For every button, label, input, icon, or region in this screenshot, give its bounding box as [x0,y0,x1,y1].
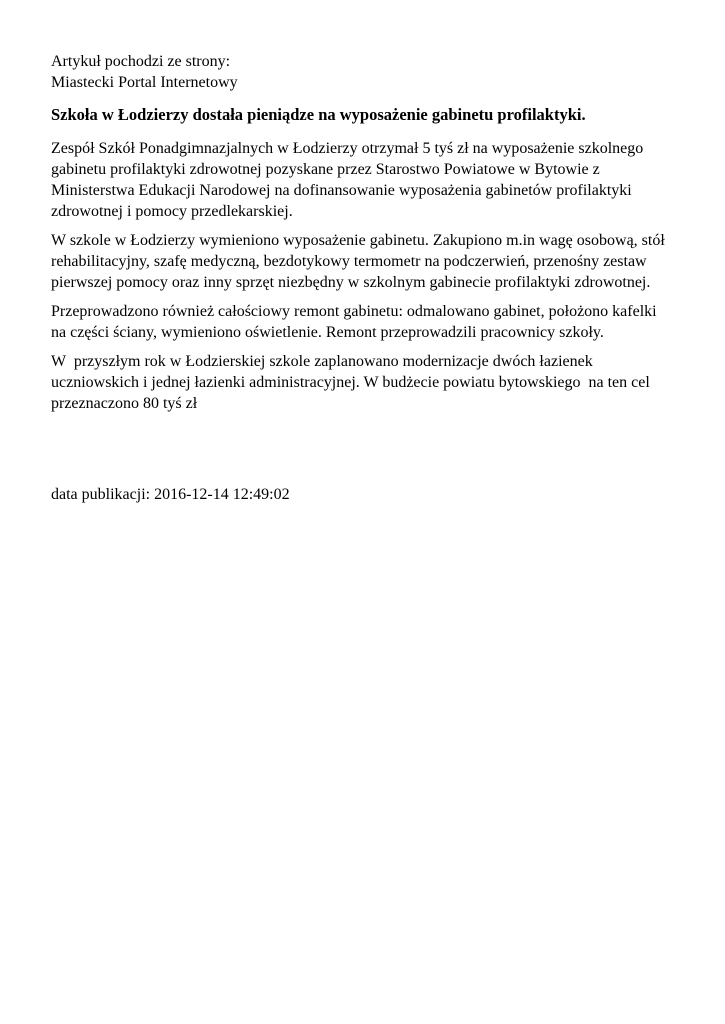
article-source-site-name: Miastecki Portal Internetowy [51,74,238,91]
article-paragraph-2: W szkole w Łodzierzy wymieniono wyposażenie gabinetu. Zakupiono m.in wagę osobową, stół rehabilitacyjny, szafę medyczną, bezdotykowy termometr na podczerwień, przenośny zestaw pierwszej pomocy oraz inny sprzęt niezbędny w szkolnym gabinecie profilaktyki zdrowotnej. [51,232,669,291]
article-paragraph-4: W przyszłym rok w Łodzierskiej szkole zaplanowano modernizacje dwóch łazienek uczniowskich i jednej łazienki administracyjnej. W budżecie powiatu bytowskiego na ten cel przeznaczono 80 tyś zł [51,353,654,412]
article-source-label: Artykuł pochodzi ze strony: [51,53,231,70]
article-paragraph-1: Zespół Szkół Ponadgimnazjalnych w Łodzierzy otrzymał 5 tyś zł na wyposażenie szkolnego gabinetu profilaktyki zdrowotnej pozyskane przez Starostwo Powiatowe w Bytowie z Ministerstwa Edukacji Narodowej na dofinansowanie wyposażenia gabinetów profilaktyki zdrowotnej i pomocy przedlekarskiej. [51,140,648,220]
article-paragraph-3: Przeprowadzono również całościowy remont gabinetu: odmalowano gabinet, położono kafelki na części ściany, wymieniono oświetlenie. Remont przeprowadzili pracownicy szkoły. [51,303,661,341]
article-source [51,51,673,93]
publication-date: data publikacji: 2016-12-14 12:49:02 [51,486,290,503]
article-content [0,0,725,505]
article-headline: Szkoła w Łodzierzy dostała pieniądze na wyposażenie gabinetu profilaktyki. [51,105,586,124]
